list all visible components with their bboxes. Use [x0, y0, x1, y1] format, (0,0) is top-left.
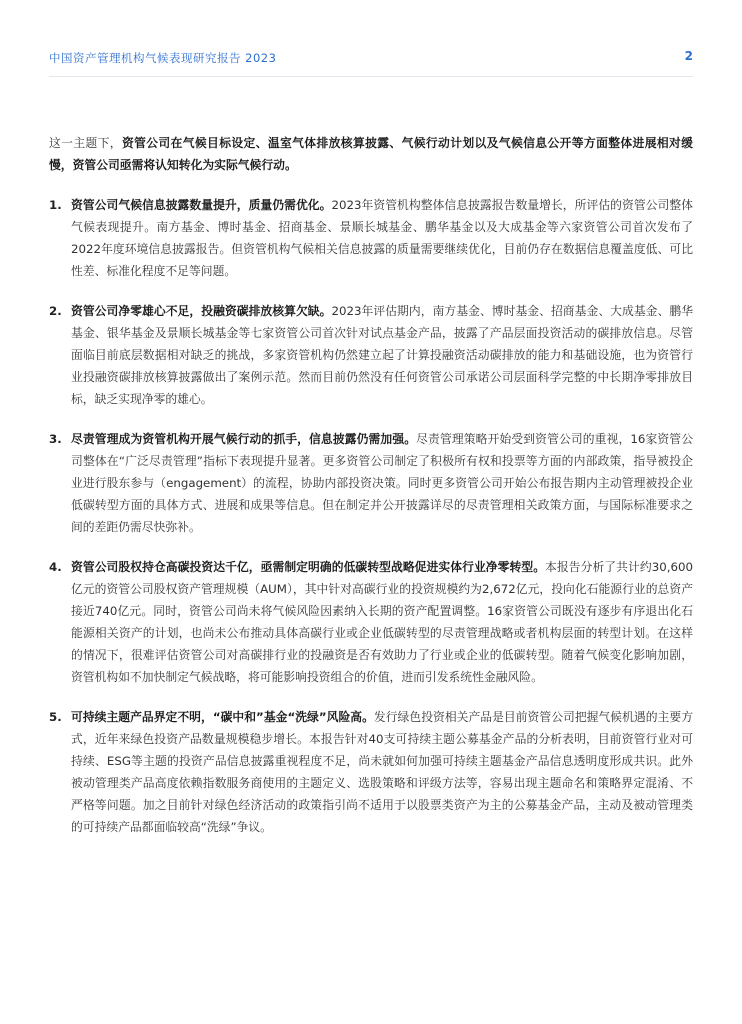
item-text	[71, 706, 693, 838]
item-text	[71, 556, 693, 688]
item-heading: 可持续主题产品界定不明，“碳中和”基金“洗绿”风险高。	[71, 710, 374, 724]
intro-bold: 资管公司在气候目标设定、温室气体排放核算披露、气候行动计划以及气候信息公开等方面整体进展相对缓慢，资管公司亟需将认知转化为实际气候行动。	[49, 136, 693, 172]
item-text	[71, 194, 693, 282]
item-body: 尽责管理策略开始受到资管公司的重视，16家资管公司整体在“广泛尽责管理”指标下表现提升显著。更多资管公司制定了积极所有权和投票等方面的内部政策，指导被投企业进行股东参与（engagement）的流程，协助内部投资决策。同时更多资管公司开始公布报告期内主动管理被投企业低碳转型方面的具体方式、进展和成果等信息。但在制定并公开披露详尽的尽责管理相关政策方面，与国际标准要求之间的差距仍需尽快弥补。	[71, 432, 693, 534]
item-heading: 资管公司气候信息披露数量提升，质量仍需优化。	[71, 198, 332, 212]
item-heading: 资管公司净零雄心不足，投融资碳排放核算欠缺。	[71, 304, 332, 318]
item-text	[71, 300, 693, 410]
item-text	[71, 428, 693, 538]
intro-paragraph	[49, 132, 693, 176]
item-number: 3.	[49, 432, 62, 446]
main-content	[49, 132, 693, 856]
page-number: 2	[684, 49, 693, 63]
item-body: 发行绿色投资相关产品是目前资管公司把握气候机遇的主要方式，近年来绿色投资产品数量规模稳步增长。本报告针对40支可持续主题公募基金产品的分析表明，目前资管行业对可持续、ESG等主题的投资产品信息披露重视程度不足，尚未就如何加强可持续主题基金产品信息透明度形成共识。此外被动管理类产品高度依赖指数服务商使用的主题定义、选股策略和评级方法等，容易出现主题命名和策略界定混淆、不严格等问题。加之目前针对绿色经济活动的政策指引尚不适用于以股票类资产为主的公募基金产品，主动及被动管理类的可持续产品都面临较高“洗绿”争议。	[71, 710, 693, 834]
intro-lead: 这一主题下，	[49, 136, 122, 150]
list-item-1	[49, 194, 693, 282]
list-item-2	[49, 300, 693, 410]
item-body: 2023年评估期内，南方基金、博时基金、招商基金、大成基金、鹏华基金、银华基金及景顺长城基金等七家资管公司首次针对试点基金产品，披露了产品层面投资活动的碳排放信息。尽管面临目前底层数据相对缺乏的挑战，多家资管机构仍然建立起了计算投融资活动碳排放的能力和基础设施，也为资管行业投融资碳排放核算披露做出了案例示范。然而目前仍然没有任何资管公司承诺公司层面科学完整的中长期净零排放目标，缺乏实现净零的雄心。	[71, 304, 693, 406]
item-number: 2.	[49, 304, 62, 318]
list-item-3	[49, 428, 693, 538]
item-number: 1.	[49, 198, 62, 212]
item-heading: 资管公司股权持仓高碳投资达千亿，亟需制定明确的低碳转型战略促进实体行业净零转型。	[71, 560, 546, 574]
item-body: 2023年资管机构整体信息披露报告数量增长，所评估的资管公司整体气候表现提升。南方基金、博时基金、招商基金、景顺长城基金、鹏华基金以及大成基金等六家资管公司首次发布了2022年度环境信息披露报告。但资管机构气候相关信息披露的质量需要继续优化，目前仍存在数据信息覆盖度低、可比性差、标准化程度不足等问题。	[71, 198, 693, 278]
item-body: 本报告分析了共计约30,600亿元的资管公司股权资产管理规模（AUM），其中针对高碳行业的投资规模约为2,672亿元，投向化石能源行业的总资产接近740亿元。同时，资管公司尚未将气候风险因素纳入长期的资产配置调整。16家资管公司既没有逐步有序退出化石能源相关资产的计划，也尚未公布推动具体高碳行业或企业低碳转型的尽责管理战略或者机构层面的转型计划。在这样的情况下，很难评估资管公司对高碳排行业的投融资是否有效助力了行业或企业的低碳转型。随着气候变化影响加剧，资管机构如不加快制定气候战略，将可能影响投资组合的价值，进而引发系统性金融风险。	[71, 560, 693, 684]
item-heading: 尽责管理成为资管机构开展气候行动的抓手，信息披露仍需加强。	[71, 432, 417, 446]
item-number: 4.	[49, 560, 62, 574]
item-number: 5.	[49, 710, 62, 724]
list-item-4	[49, 556, 693, 688]
page-header	[49, 44, 693, 77]
list-item-5	[49, 706, 693, 838]
report-title: 中国资产管理机构气候表现研究报告 2023	[49, 51, 277, 65]
